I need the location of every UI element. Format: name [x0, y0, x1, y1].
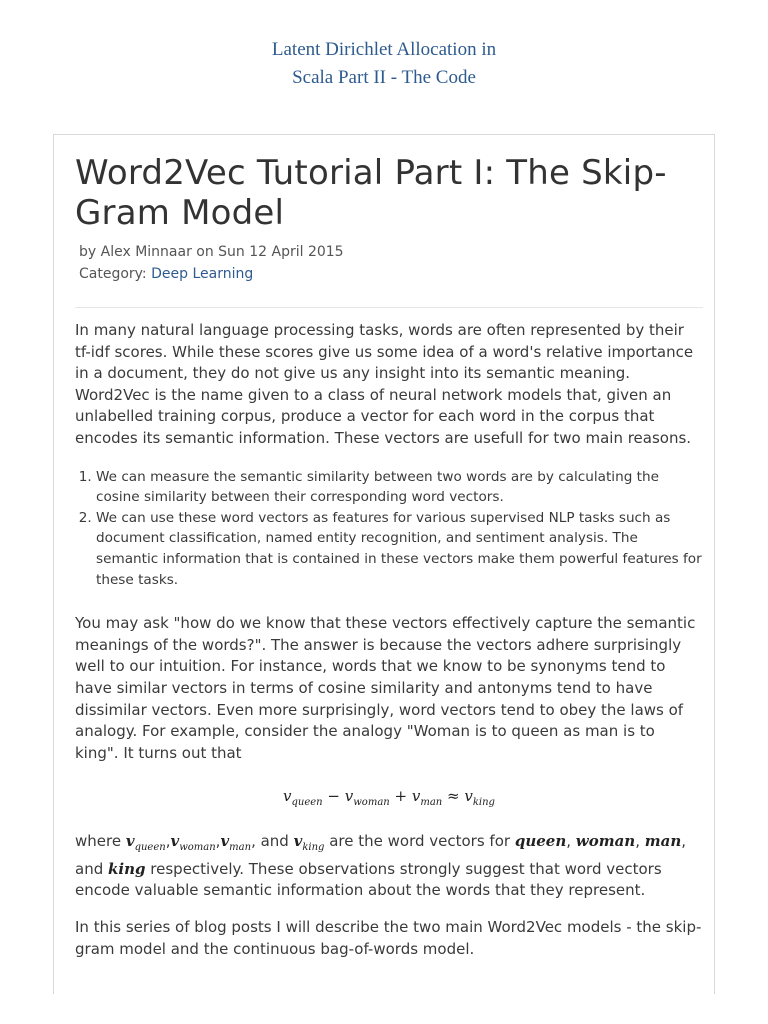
article-meta — [79, 241, 703, 285]
math-v-man: $v_{man}$ — [220, 832, 252, 854]
list-item: 2. We can use these word vectors as features for various supervised NLP tasks such as document classification, named entity recognition, and sentiment analysis. The semantic information that is contained in these vectors make them powerful features for these tasks. — [96, 508, 703, 590]
category-link[interactable]: Deep Learning — [151, 266, 254, 282]
article-card — [53, 134, 715, 994]
math-man: man — [644, 832, 682, 851]
math-woman: woman — [575, 832, 636, 851]
math-v-woman: $v_{woman}$ — [170, 832, 216, 854]
paragraph-where: where $v_{queen},v_{woman},v_{man}$, and $v_{king}$ are the word vectors for queen, woman, man, and king respectively. These observations strongly suggest that word vectors encode valuable semantic information about the words that they represent. — [75, 832, 687, 900]
paragraph-series: In this series of blog posts I will describe the two main Word2Vec models - the skip-gram model and the continuous bag-of-words model. — [75, 918, 702, 958]
divider — [75, 307, 703, 308]
prev-post-link[interactable] — [0, 36, 768, 92]
math-king: king — [108, 859, 146, 878]
category-row — [79, 263, 703, 285]
math-v-king: $v_{king}$ — [293, 832, 325, 854]
prev-post-link-line1: Latent Dirichlet Allocation in — [271, 39, 497, 60]
paragraph-analogy: You may ask "how do we know that these vectors effectively capture the semantic meanings of the words?". The answer is because the vectors adhere surprisingly well to our intuition. For instance, words that we know to be synonyms tend to have similar vectors in terms of cosine similarity and antonyms tend to have dissimilar vectors. Even more surprisingly, word vectors tend to obey the laws of analogy. For example, consider the analogy "Woman is to queen as man is to king". It turns out that — [75, 614, 696, 762]
math-v-queen: $v_{queen}$ — [125, 832, 166, 854]
article-body — [75, 153, 703, 960]
category-label: Category: — [79, 266, 147, 282]
list-item: 1. We can measure the semantic similarity between two words are by calculating the cosine similarity between their corresponding word vectors. — [96, 467, 703, 508]
reasons-list — [75, 467, 703, 591]
analogy-formula: $v_{queen} - v_{woman} + v_{man} \approx v_{king}$ — [283, 787, 495, 809]
math-queen: queen — [514, 832, 567, 851]
byline: by Alex Minnaar on Sun 12 April 2015 — [79, 244, 344, 260]
article-title: Word2Vec Tutorial Part I: The Skip-Gram Model — [75, 153, 667, 233]
prev-post-link-line2: Scala Part II - The Code — [292, 67, 476, 88]
paragraph-intro: In many natural language processing tasks, words are often represented by their tf-idf scores. While these scores give us some idea of a word's relative importance in a document, they do not give us any insight into its semantic meaning. Word2Vec is the name given to a class of neural network models that, given an unlabelled training corpus, produce a vector for each word in the corpus that encodes its semantic information. These vectors are usefull for two main reasons. — [75, 321, 694, 447]
